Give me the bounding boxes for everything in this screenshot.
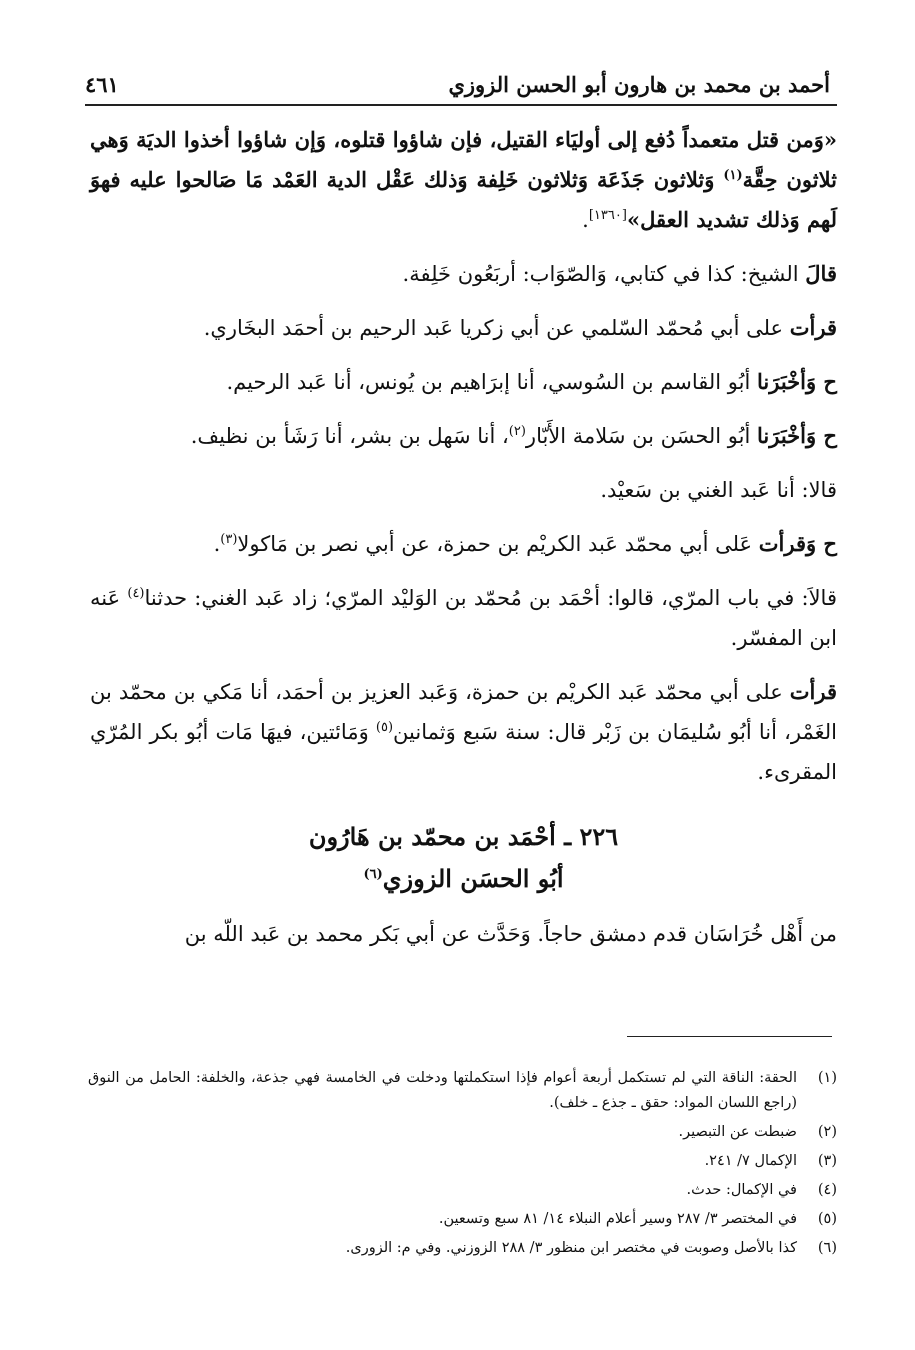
header-rule [85,104,837,106]
footnote-item [88,1120,837,1145]
paragraph-isnad-3: ح وَأخْبَرَنا أبُو الحسَن بن سَلامة الأَبّار$^{(٢)}$، أنا سَهل بن بشر، أنا رَشَأ بن نظيف. [190,423,837,448]
footnote-ref: (٤) [127,586,145,601]
footnote-item [88,1149,837,1174]
paragraph-death-date: قرأت على أبي محمّد عَبد الكريْم بن حمزة، وَعَبد العزيز بن أحمَد، أنا مَكي بن محمّد بن الغَمْر، أنا أبُو سُليمَان بن زَبْر قال: سنة سَبع وَثمانين$^{(٥)}$ وَمَائتين، فيهَا مَات أبُو بكر المُرّي المقرىء. [90,679,837,784]
footnote-ref: (٦) [363,867,383,882]
running-header [85,72,830,102]
entry-title-line1: ٢٢٦ ـ أحْمَد بن محمّد بن هَارُون [308,822,619,851]
footnote-ref: (٢) [508,424,526,439]
footnote-number: (٤) [817,1182,837,1198]
footnote-item [88,1178,837,1203]
footnote-text: في الإكمال: حدث. [686,1182,797,1198]
hadith-number: [١٣٦٠] [588,208,627,223]
footnote-number: (٣) [817,1153,837,1169]
footnote-item [88,1207,837,1232]
entry-title-line2: أبُو الحسَن الزوزي$^{(٦)}$ [363,864,564,893]
paragraph-isnad-2: ح وَأخْبَرَنا أبُو القاسم بن السُوسي، أنا إبرَاهيم بن يُونس، أنا عَبد الرحيم. [226,369,837,394]
footnote-text: في المختصر ٣/ ٢٨٧ وسير أعلام النبلاء ١٤/ ٨١ سبع وتسعين. [438,1211,797,1227]
footnote-text: ضبطت عن التبصير. [678,1124,797,1140]
paragraph-isnad-5: ح وَقرأت عَلى أبي محمّد عَبد الكريْم بن حمزة، عن أبي نصر بن مَاكولا$^{(٣)}$. [213,531,837,556]
footnote-separator [627,1036,832,1037]
footnote-ref: (١) [723,168,743,183]
footnote-ref: (٥) [375,720,394,735]
paragraph-isnad-1: قرأت على أبي مُحمّد السّلمي عن أبي زكريا عَبد الرحيم بن أحمَد البخَاري. [203,315,837,340]
footnote-number: (٢) [817,1124,837,1140]
page-number: ٤٦١ [85,72,119,97]
footnote-number: (١) [817,1070,837,1086]
footnote-item [88,1066,837,1116]
paragraph-isnad-4: قالا: أنا عَبد الغني بن سَعيْد. [600,478,837,502]
footnote-number: (٥) [817,1211,837,1227]
footnote-text: الإكمال ٧/ ٢٤١. [704,1153,797,1169]
footnote-text: كذا بالأصل وصوبت في مختصر ابن منظور ٣/ ٢٨٨ الزوزني. وفي م: الزورى. [345,1240,797,1256]
main-text [90,120,837,954]
footnote-number: (٦) [817,1240,837,1256]
hadith-quote: «وَمن قتل متعمداً دُفع إلى أوليَاء القتيل، فإن شاؤوا قتلوه، وَإن شاؤوا أخذوا الديَة وَهي ثلاثون حِقَّة$^{(١)}$ وَثلاثون جَذَعَة وَثلاثون خَلِفة وَذلك عَقْل الدية العَمْد مَا صَالحوا عليه فهوَ لَهم وَذلك تشديد العقل»[١٣٦٠]. [90,127,837,232]
entry-text: من أَهْل خُرَاسَان قدم دمشق حاجاً. وَحَدَّث عن أبي بَكر محمد بن عَبد اللّه بن [184,922,837,946]
footnote-text: الحقة: الناقة التي لم تستكمل أربعة أعوام فإذا استكملتها ودخلت في الخامسة فهي جذعة، والخلفة: الحامل من النوق (راجع اللسان المواد: حقق ـ جذع ـ خلف). [88,1070,797,1111]
footnotes [88,1066,837,1265]
running-title: أحمد بن محمد بن هارون أبو الحسن الزوزي [448,72,830,97]
paragraph-sheikh: قالَ الشيخ: كذا في كتابي، وَالصّوَاب: أربَعُون خَلِفة. [402,261,837,286]
footnote-item [88,1236,837,1261]
footnote-ref: (٣) [220,532,238,547]
paragraph-isnad-6: قالاَ: في باب المرّي، قالوا: أحْمَد بن مُحمّد بن الوَليْد المرّي؛ زاد عَبد الغني: حدثنا$^{(٤)}$ عَنه ابن المفسّر. [90,586,837,650]
